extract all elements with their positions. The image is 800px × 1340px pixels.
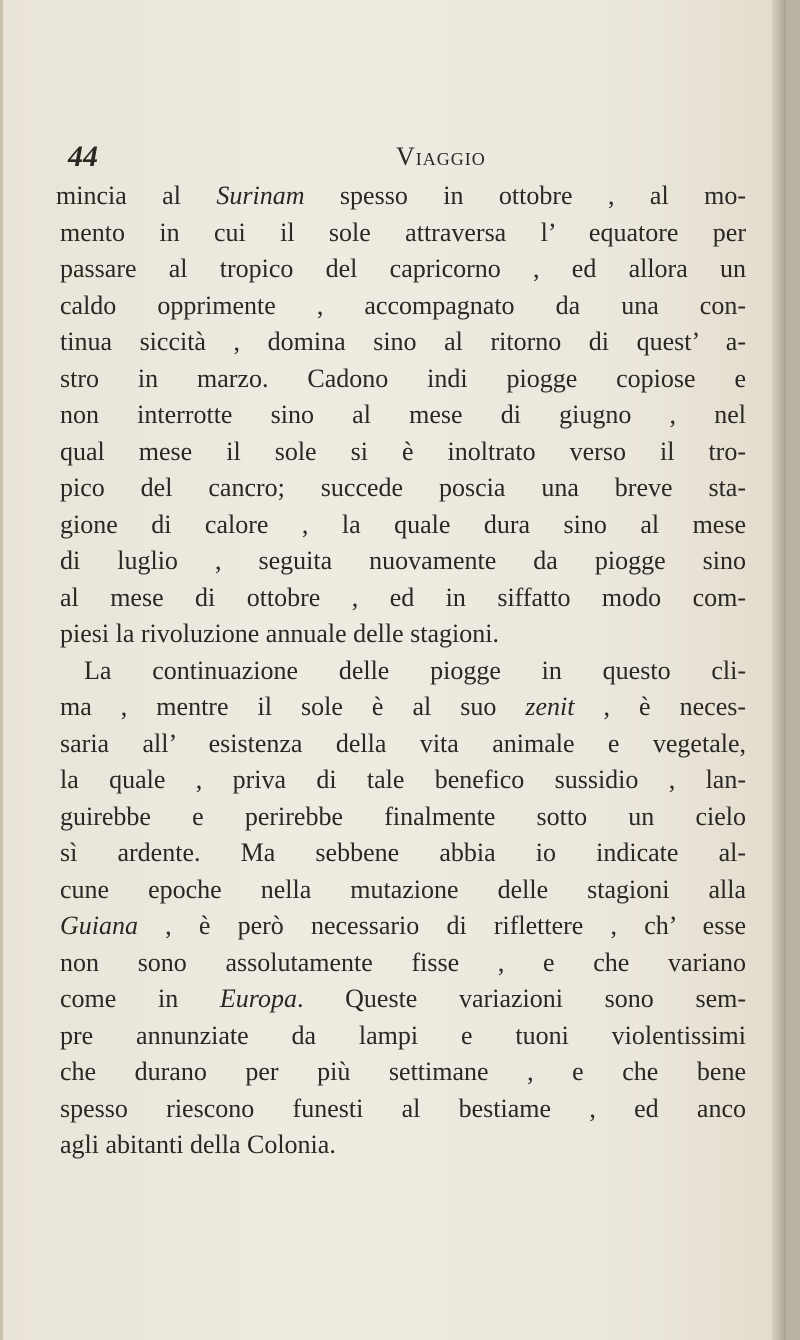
text-line: ma , mentre il sole è al suo zenit , è neces- (60, 692, 747, 721)
text-line: la quale , priva di tale benefico sussidio , lan- (60, 765, 746, 794)
body-text (56, 178, 746, 1164)
text-line: tinua siccità , domina sino al ritorno di quest’ a- (60, 327, 746, 356)
text-line: pico del cancro; succede poscia una breve sta- (60, 473, 746, 502)
text-line: pre annunziate da lampi e tuoni violentissimi (60, 1020, 746, 1050)
text-line: non sono assolutamente fisse , e che variano (60, 947, 746, 977)
text-line: che durano per più settimane , e che bene (60, 1057, 746, 1086)
text-line: mincia al Surinam spesso in ottobre , al mo- (56, 181, 746, 210)
text-line: La continuazione delle piogge in questo cli- (84, 655, 746, 685)
page-edge (772, 0, 786, 1340)
text-line: di luglio , seguita nuovamente da piogge sino (60, 546, 746, 575)
text-line: piesi la rivoluzione annuale delle stagioni. (60, 619, 499, 648)
page-spine (0, 0, 3, 1340)
text-line: cune epoche nella mutazione delle stagioni alla (60, 874, 746, 904)
text-line: guirebbe e perirebbe finalmente sotto un cielo (60, 801, 746, 831)
text-line: Guiana , è però necessario di riflettere , ch’ esse (60, 911, 746, 940)
text-line: sì ardente. Ma sebbene abbia io indicate al- (60, 838, 746, 867)
text-line: qual mese il sole si è inoltrato verso il tro- (60, 436, 746, 466)
text-line: saria all’ esistenza della vita animale e vegetale, (60, 728, 746, 758)
running-title: Viaggio (396, 142, 486, 171)
text-line: al mese di ottobre , ed in siffatto modo com- (60, 582, 746, 612)
text-line: gione di calore , la quale dura sino al mese (60, 509, 746, 539)
text-line: non interrotte sino al mese di giugno , nel (60, 400, 746, 429)
text-line: come in Europa. Queste variazioni sono sem- (60, 984, 746, 1013)
text-line: mento in cui il sole attraversa l’ equatore per (60, 217, 746, 247)
text-line: stro in marzo. Cadono indi piogge copiose e (60, 363, 746, 393)
text-line: agli abitanti della Colonia. (60, 1130, 336, 1159)
text-line: caldo opprimente , accompagnato da una con- (60, 290, 746, 320)
text-line: passare al tropico del capricorno , ed allora un (60, 254, 746, 283)
page-number: 44 (68, 140, 98, 173)
page-header (68, 138, 728, 182)
text-line: spesso riescono funesti al bestiame , ed anco (60, 1093, 746, 1123)
